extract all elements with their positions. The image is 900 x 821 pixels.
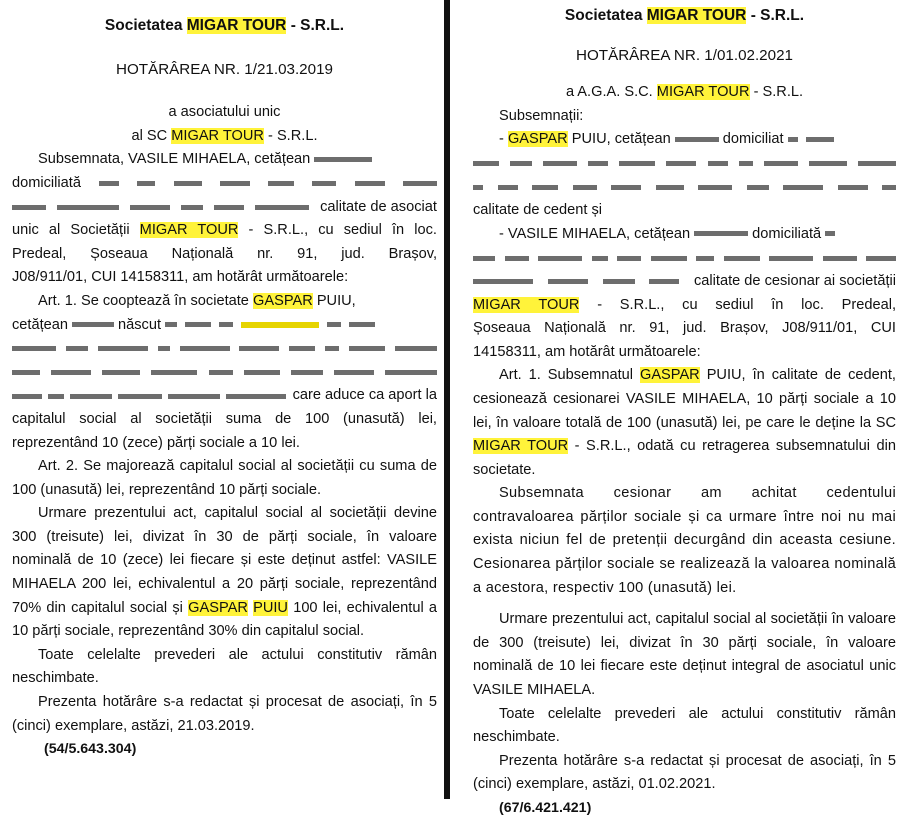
- right-para5: Prezenta hotărâre s-a redactat și procesat de asociați, în 5 (cinci) exemplare, astăzi, 01.02.2021.: [473, 752, 896, 793]
- left-para5: Prezenta hotărâre s-a redactat și procesat de asociați, în 5 (cinci) exemplare, astăzi, 21.03.2019.: [12, 694, 437, 734]
- right-item2-line4: MIGAR TOUR - S.R.L., cu sediul în loc. Predeal,: [473, 296, 896, 313]
- left-company-heading: Societatea MIGAR TOUR - S.R.L.: [104, 17, 345, 34]
- left-company-line: al SC MIGAR TOUR - S.R.L.: [131, 127, 318, 144]
- left-art1-line1: Art. 1. Se cooptează în societate GASPAR PUIU,: [38, 292, 356, 309]
- right-item2-line5: Șoseaua Națională nr. 91, jud. Brașov, J08/911/01, CUI 14158311, am hotărât următoarele:: [473, 320, 896, 360]
- right-art1: Art. 1. Subsemnatul GASPAR PUIU, în calitate de cedent, cesionează cesionarei VASILE MIHAELA, 10 părți sociale a 10 lei, în valoare totală de 100 (unasută) lei, pe care le deține la SC MIGAR TOUR - S.R.L., odată cu retragerea subsemnatului din societate.: [473, 367, 896, 478]
- left-art1-line7: reprezentând 10 (zece) părți sociale a 10 lei.: [12, 434, 300, 451]
- right-decision-title: HOTĂRÂREA NR. 1/01.02.2021: [576, 46, 793, 64]
- left-para1-line5: Predeal, Șoseaua Națională nr. 91, jud. Brașov,: [12, 245, 437, 262]
- right-item2-line1: - VASILE MIHAELA, cetățean domiciliată: [473, 223, 896, 247]
- left-publication-ref: (54/5.643.304): [44, 741, 137, 758]
- right-redacted-line: [473, 246, 896, 270]
- right-subsemnatii: Subsemnații:: [499, 107, 584, 124]
- left-para1-line4: unic al Societății MIGAR TOUR - S.R.L., cu sediul în loc.: [12, 222, 437, 239]
- left-column: [12, 0, 437, 762]
- right-cedent-line: calitate de cedent și: [473, 202, 602, 219]
- left-art1-line5: care aduce ca aport la: [12, 384, 437, 408]
- right-aga-line: a A.G.A. S.C. MIGAR TOUR - S.R.L.: [565, 84, 804, 101]
- left-para3: Urmare prezentului act, capitalul social al societății devine 300 (treisute) lei, divizat în 30 de părți sociale, în valoare nominală de 10 (zece) lei fiecare și este deținut astfel: VASILE MIHAELA 200 lei, echivalentul a 20 părți sociale, reprezentând 70% din capitalul social și GASPAR PUIU 100 lei, echivalentul a 10 părți sociale, reprezentând 30% din capitalul social.: [12, 505, 438, 640]
- right-item2-line3: calitate de cesionar ai societății: [473, 270, 896, 294]
- right-redacted-line: [473, 176, 896, 200]
- left-decision-title: HOTĂRÂREA NR. 1/21.03.2019: [116, 60, 333, 78]
- left-para1-line2: domiciliată: [12, 172, 437, 196]
- left-redacted-line: [12, 337, 437, 361]
- right-para4: Toate celelalte prevederi ale actului constitutiv rămân neschimbate.: [473, 705, 896, 746]
- right-company-heading: Societatea MIGAR TOUR - S.R.L.: [564, 7, 805, 24]
- left-of-line: a asociatului unic: [168, 104, 281, 121]
- right-redacted-line: [473, 152, 896, 176]
- left-art1-line6: capitalul social al societății suma de 100 (unasută) lei,: [12, 410, 437, 427]
- right-item1-line1: - GASPAR PUIU, cetățean domiciliat: [473, 128, 896, 152]
- left-para1-line6: J08/911/01, CUI 14158311, am hotărât următoarele:: [12, 269, 349, 286]
- redaction-bar: [314, 157, 372, 162]
- left-art1-line2: cetățean născut: [12, 314, 437, 338]
- left-para4: Toate celelalte prevederi ale actului constitutiv rămân neschimbate.: [12, 646, 437, 687]
- left-redacted-line: [12, 361, 437, 385]
- right-para3: Urmare prezentului act, capitalul social al societății în valoare de 300 (treisute) lei, divizat în 30 părți sociale, în valoare nominală de 10 lei fiecare este deținut integral de asociatul unic VASILE MIHAELA.: [473, 611, 896, 699]
- highlighted-redaction: [241, 322, 319, 328]
- right-para2: Subsemnata cesionar am achitat cedentului contravaloarea părților sociale și ca urmare între noi nu mai exista niciun fel de pretenții decurgând din aceasta cesiune. Cesionarea părților sociale se realizează la valoarea nominală a acestora, respectiv 100 (unasută) lei.: [473, 485, 896, 596]
- left-art2: Art. 2. Se majorează capitalul social al societății cu suma de 100 (unasută) lei, reprezentând 10 părți sociale.: [12, 458, 437, 498]
- highlight-company: MIGAR TOUR: [186, 17, 287, 34]
- column-divider: [444, 0, 450, 799]
- right-column: [473, 0, 896, 821]
- right-publication-ref: (67/6.421.421): [499, 800, 592, 816]
- left-para1-line3: calitate de asociat: [12, 196, 437, 220]
- left-para1-line1: Subsemnata, VASILE MIHAELA, cetățean: [12, 148, 437, 172]
- highlight-company: MIGAR TOUR: [171, 127, 264, 144]
